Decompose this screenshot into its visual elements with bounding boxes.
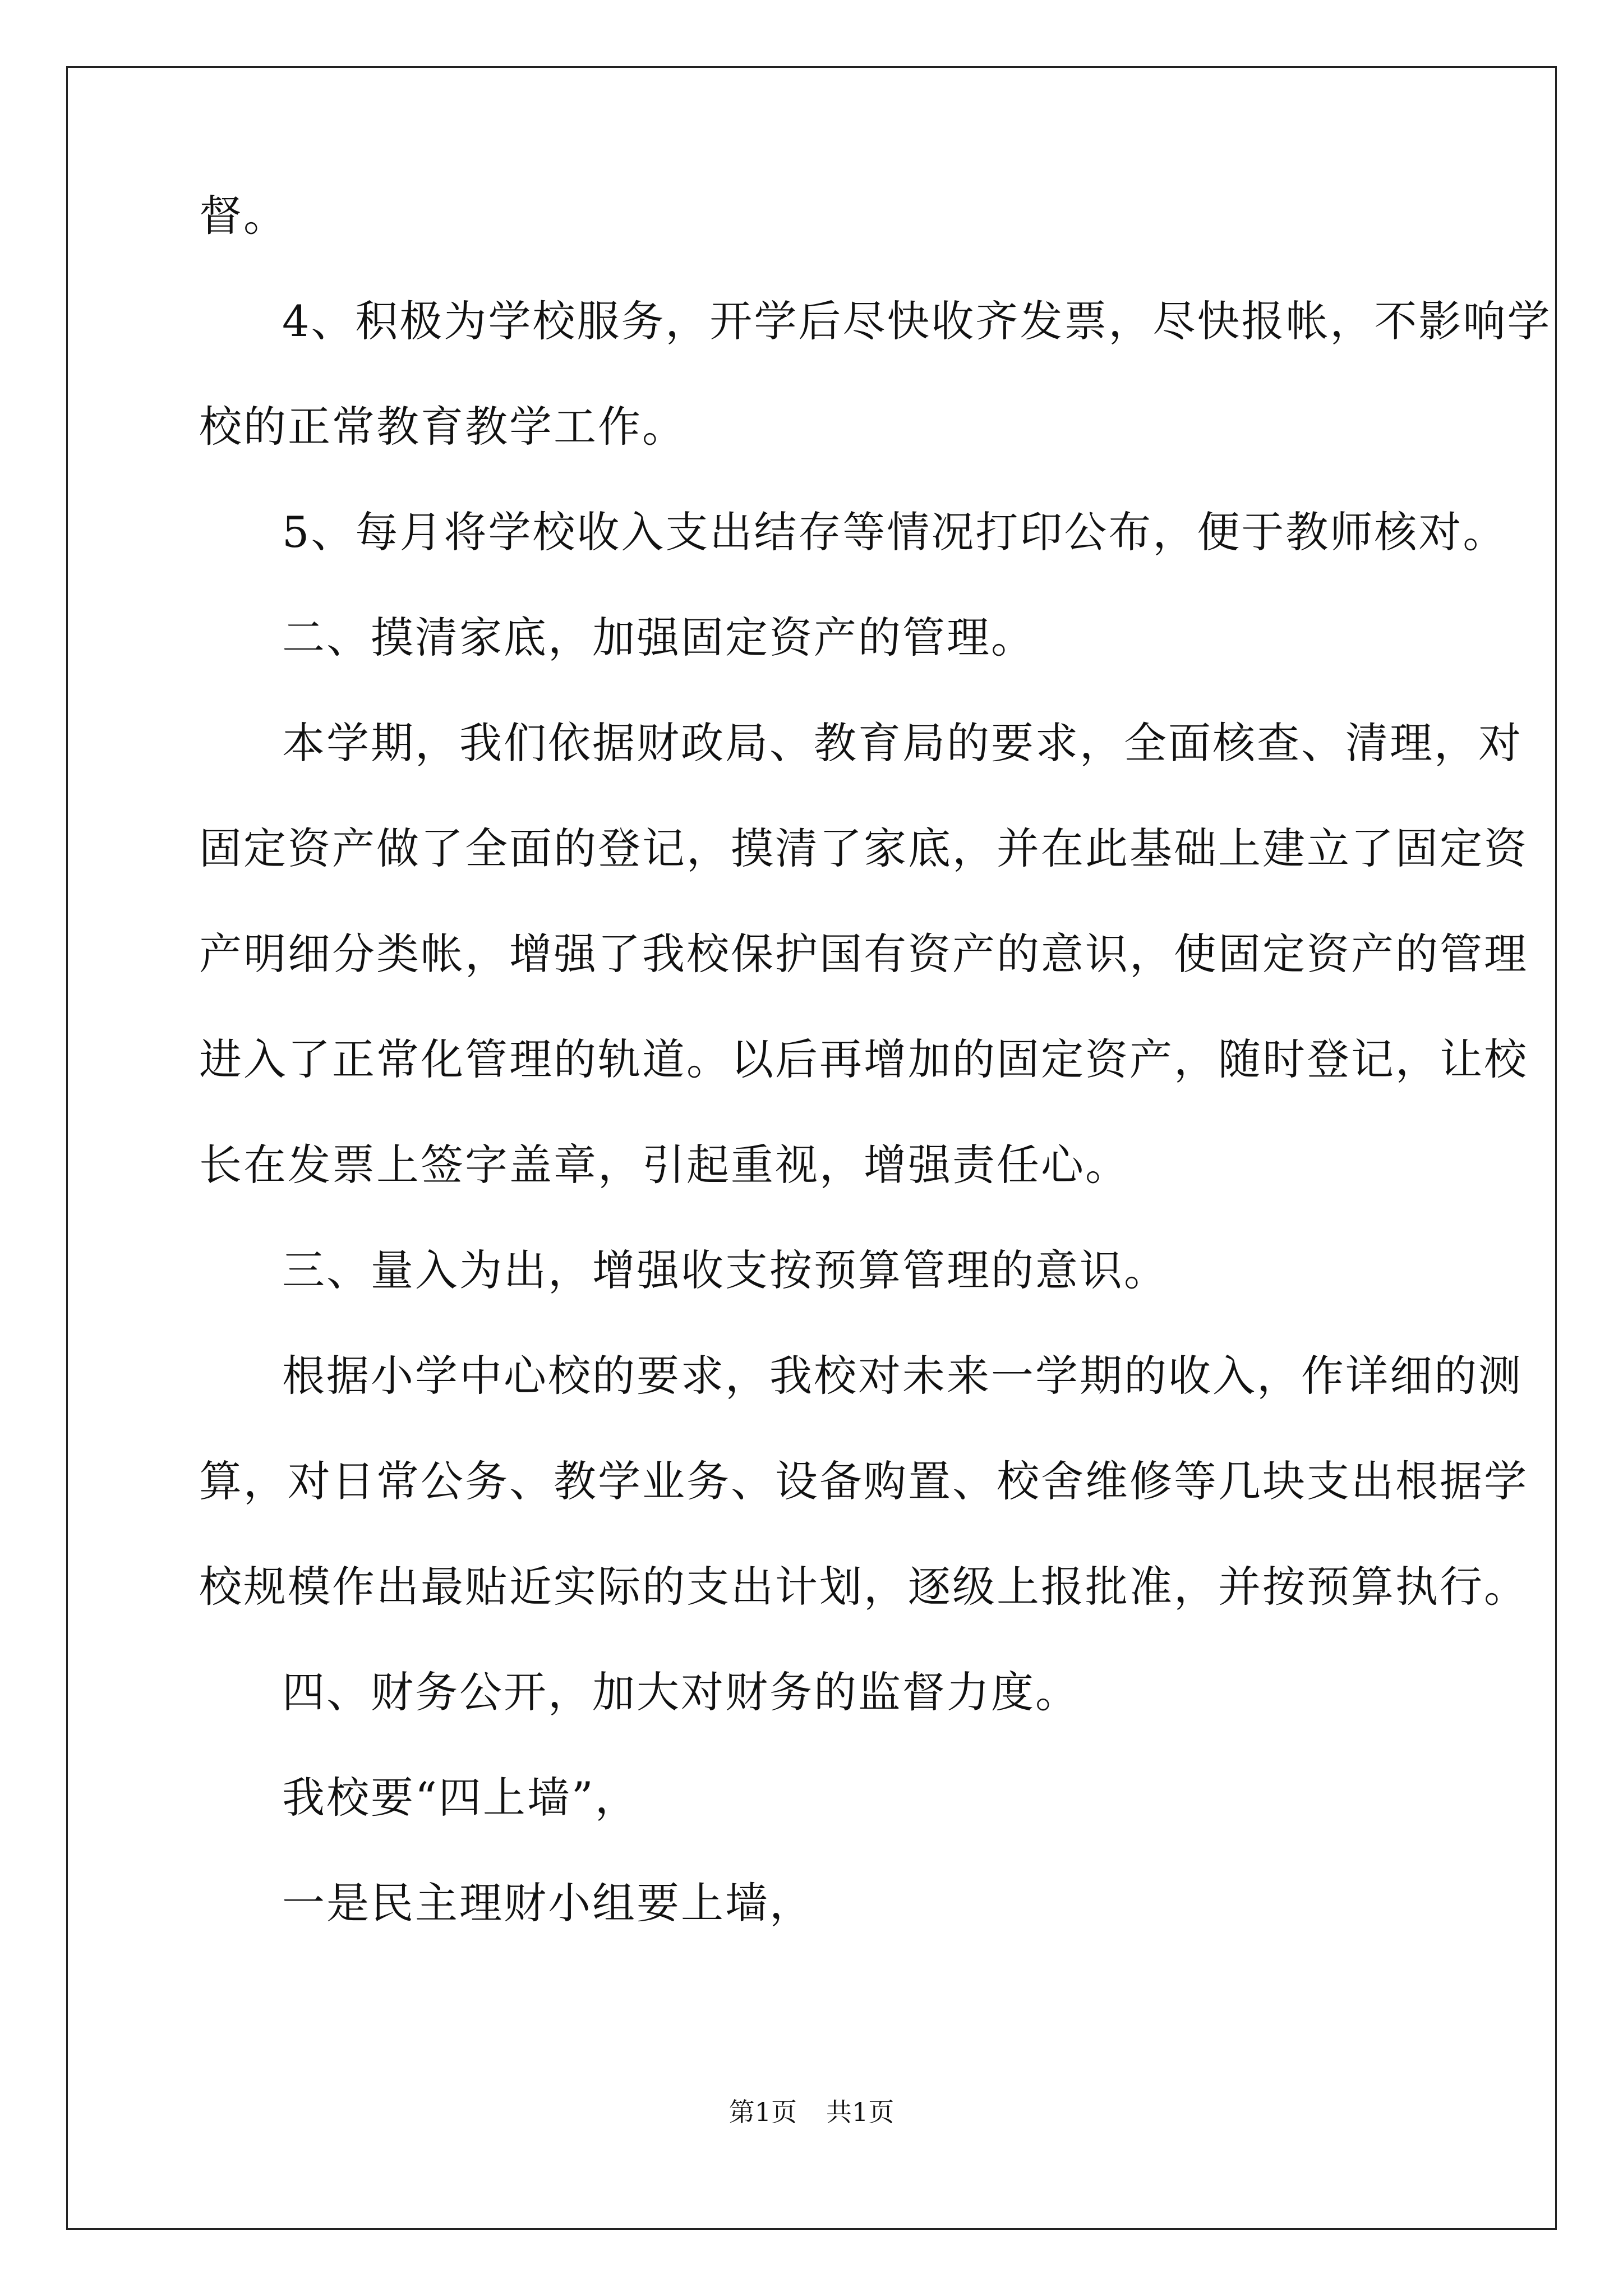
text-line: 校的正常教育教学工作。: [199, 402, 686, 452]
text-line: 我校要“四上墙”，: [282, 1773, 639, 1823]
text-line: 根据小学中心校的要求，我校对未来一学期的收入，作详细的测: [282, 1351, 1523, 1401]
page-footer: [0, 2095, 1623, 2129]
text-line: 四、财务公开，加大对财务的监督力度。: [282, 1667, 1080, 1717]
page-number: 第1页: [728, 2097, 797, 2127]
text-line: 5、每月将学校收入支出结存等情况打印公布，便于教师核对。: [282, 507, 1507, 557]
text-line: 三、量入为出，增强收支按预算管理的意识。: [282, 1245, 1168, 1295]
page-total: 共1页: [826, 2097, 895, 2127]
text-line: 进入了正常化管理的轨道。以后再增加的固定资产，随时登记，让校: [199, 1034, 1528, 1084]
text-line: 一是民主理财小组要上墙，: [282, 1878, 814, 1928]
text-line: 固定资产做了全面的登记，摸清了家底，并在此基础上建立了固定资: [199, 823, 1528, 873]
text-line: 二、摸清家底，加强固定资产的管理。: [282, 613, 1035, 662]
text-line: 长在发票上签字盖章，引起重视，增强责任心。: [199, 1140, 1129, 1190]
text-line: 产明细分类帐，增强了我校保护国有资产的意识，使固定资产的管理: [199, 929, 1528, 979]
text-line: 校规模作出最贴近实际的支出计划，逐级上报批准，并按预算执行。: [199, 1562, 1528, 1612]
text-line: 本学期，我们依据财政局、教育局的要求，全面核查、清理，对: [282, 718, 1523, 768]
text-line: 4、积极为学校服务，开学后尽快收齐发票，尽快报帐，不影响学: [282, 296, 1552, 346]
text-line: 督。: [199, 191, 288, 241]
text-line: 算，对日常公务、教学业务、设备购置、校舍维修等几块支出根据学: [199, 1456, 1528, 1506]
